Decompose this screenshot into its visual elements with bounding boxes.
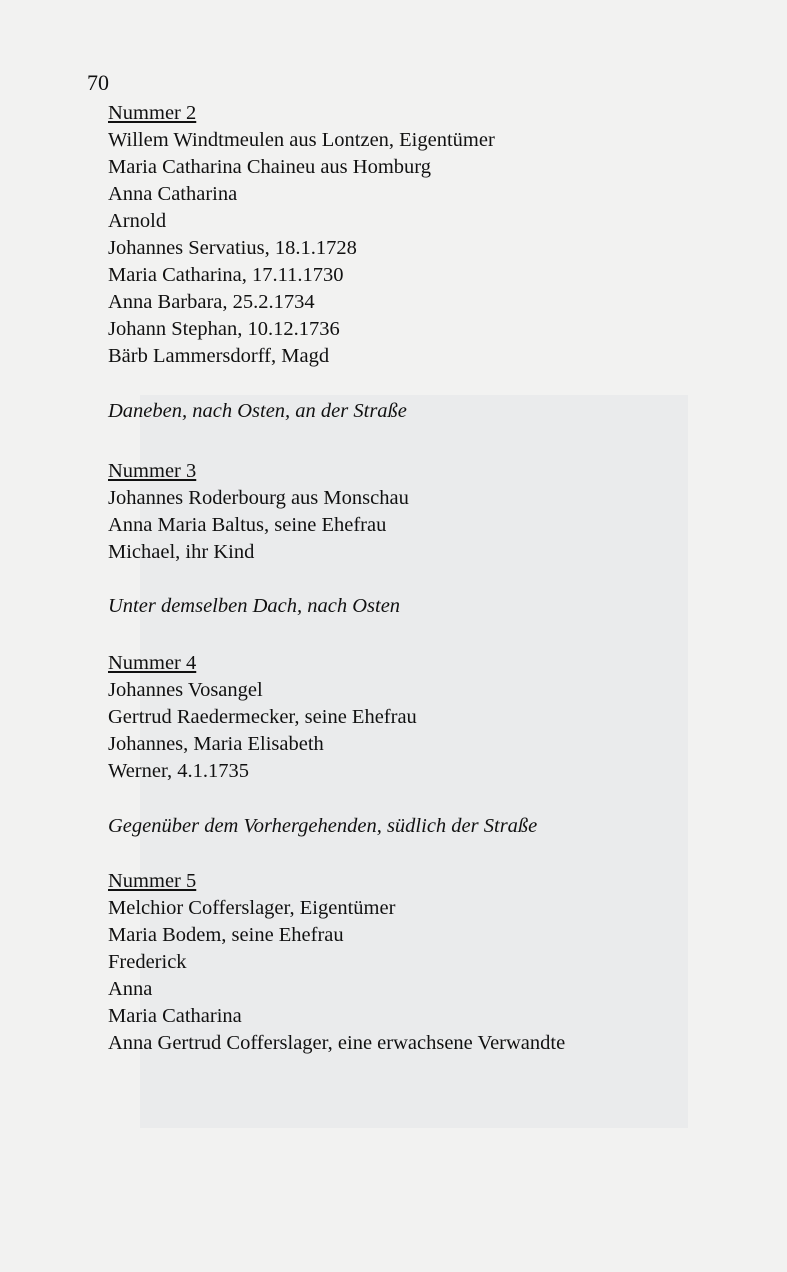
entry-line: Johannes Servatius, 18.1.1728 bbox=[108, 237, 357, 259]
entry-line: Anna Gertrud Cofferslager, eine erwachsene Verwandte bbox=[108, 1032, 566, 1054]
entry-line: Anna Barbara, 25.2.1734 bbox=[108, 291, 315, 313]
entry-nummer-4 bbox=[108, 650, 417, 785]
entry-heading: Nummer 5 bbox=[108, 870, 197, 892]
entry-line: Johannes Vosangel bbox=[108, 679, 263, 701]
entry-heading: Nummer 3 bbox=[108, 460, 197, 482]
entry-nummer-2 bbox=[108, 100, 495, 370]
location-note: Daneben, nach Osten, an der Straße bbox=[108, 400, 407, 422]
entry-line: Michael, ihr Kind bbox=[108, 541, 255, 563]
entry-line: Gertrud Raedermecker, seine Ehefrau bbox=[108, 706, 417, 728]
entry-line: Bärb Lammersdorff, Magd bbox=[108, 345, 330, 367]
entry-line: Melchior Cofferslager, Eigentümer bbox=[108, 897, 396, 919]
location-note: Unter demselben Dach, nach Osten bbox=[108, 595, 401, 617]
entry-line: Willem Windtmeulen aus Lontzen, Eigentümer bbox=[108, 129, 495, 151]
entry-line: Anna bbox=[108, 978, 153, 1000]
entry-line: Johannes, Maria Elisabeth bbox=[108, 733, 324, 755]
entry-nummer-5 bbox=[108, 868, 565, 1057]
entry-nummer-3 bbox=[108, 458, 409, 566]
entry-line: Anna Maria Baltus, seine Ehefrau bbox=[108, 514, 387, 536]
page-number: 70 bbox=[87, 70, 109, 95]
entry-line: Arnold bbox=[108, 210, 167, 232]
entry-line: Maria Bodem, seine Ehefrau bbox=[108, 924, 344, 946]
entry-line: Johannes Roderbourg aus Monschau bbox=[108, 487, 409, 509]
entry-line: Maria Catharina Chaineu aus Homburg bbox=[108, 156, 431, 178]
entry-line: Frederick bbox=[108, 951, 187, 973]
entry-line: Anna Catharina bbox=[108, 183, 238, 205]
entry-line: Werner, 4.1.1735 bbox=[108, 760, 249, 782]
entry-heading: Nummer 2 bbox=[108, 102, 197, 124]
entry-line: Maria Catharina bbox=[108, 1005, 242, 1027]
entry-line: Johann Stephan, 10.12.1736 bbox=[108, 318, 340, 340]
location-note: Gegenüber dem Vorhergehenden, südlich der Straße bbox=[108, 815, 538, 837]
entry-heading: Nummer 4 bbox=[108, 652, 197, 674]
entry-line: Maria Catharina, 17.11.1730 bbox=[108, 264, 344, 286]
